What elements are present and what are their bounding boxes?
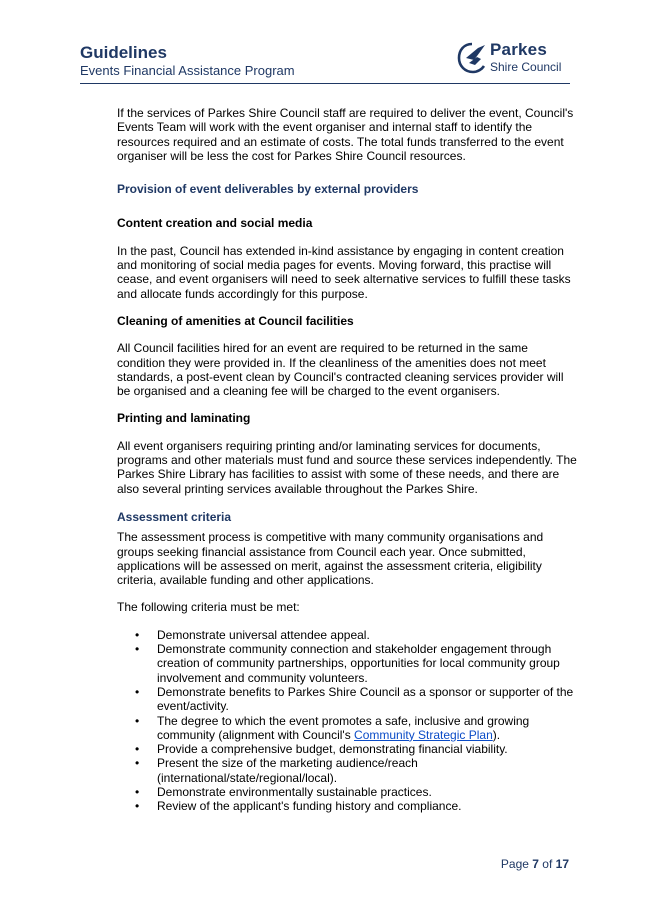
list-item-text: Present the size of the marketing audience/reach (international/state/regional/local). [157,756,418,785]
intro-paragraph: If the services of Parkes Shire Council staff are required to deliver the event, Council's Events Team will work with the event organiser and internal staff to identify the resources required and an estimate of costs. The total funds transferred to the event organiser will be less the cost for Parkes Shire Council resources. [117,106,574,163]
paragraph-assessment: The assessment process is competitive with many community organisations and groups seeking financial assistance from Council each year. Once submitted, applications will be assessed on merit, against the assessment criteria, eligibility criteria, available funding and other applications. [117,530,544,588]
list-item-text: Demonstrate environmentally sustainable practices. [157,784,432,799]
document-title: Guidelines [80,43,167,62]
subheading-cleaning: Cleaning of amenities at Council facilities [117,313,354,328]
logo-subtitle: Shire Council [490,60,562,74]
page-number [501,857,569,871]
list-item-text: Demonstrate benefits to Parkes Shire Council as a sponsor or supporter of the event/activity. [157,684,574,714]
list-item-text: Demonstrate community connection and stakeholder engagement through creation of community partnerships, opportunities for local community group involvement and community volunteers. [157,642,560,685]
bullet-icon: • [135,784,140,799]
bullet-icon: • [135,684,140,699]
page-header [80,38,570,84]
document-subtitle: Events Financial Assistance Program [80,63,295,78]
list-item [117,756,577,785]
criteria-list [117,628,577,814]
bird-logo-icon [456,41,488,75]
section-heading-external-providers: Provision of event deliverables by external providers [117,182,419,197]
list-item-text: Demonstrate universal attendee appeal. [157,627,370,642]
bullet-icon: • [135,713,140,728]
community-strategic-plan-link[interactable]: Community Strategic Plan [354,727,493,742]
list-item [117,642,577,685]
subheading-content-creation: Content creation and social media [117,216,313,231]
subheading-printing: Printing and laminating [117,411,251,426]
list-item [117,628,577,642]
section-heading-assessment-criteria: Assessment criteria [117,509,232,524]
list-item [117,714,577,743]
bullet-icon: • [135,799,140,814]
paragraph-cleaning: All Council facilities hired for an event are required to be returned in the same condition they were provided in. If the cleanliness of the amenities does not meet standards, a post-event clean by Council's contracted cleaning services provider will be organised and a cleaning fee will be charged to the event organisers. [117,341,564,399]
list-item-text-end: ). [492,727,501,742]
bullet-icon: • [135,756,140,771]
list-item [117,785,577,799]
page-number-of: of [538,857,556,871]
page-number-prefix: Page [500,857,533,871]
list-item-text: The degree to which the event promotes a safe, inclusive and growing community (alignment with Council's [157,713,530,742]
bullet-icon: • [135,627,140,642]
bullet-icon: • [135,642,140,657]
criteria-intro: The following criteria must be met: [117,600,300,615]
list-item [117,685,577,714]
page-content [117,106,577,814]
logo-wordmark: Parkes [490,40,547,59]
council-logo [456,41,568,79]
list-item-text: Provide a comprehensive budget, demonstrating financial viability. [157,742,508,757]
page-number-current: 7 [532,857,539,871]
list-item-text: Review of the applicant's funding history and compliance. [157,799,462,814]
page-number-total: 17 [555,857,569,871]
paragraph-printing: All event organisers requiring printing and/or laminating services for documents, programs and other materials must fund and source these services independently. The Parkes Shire Library has facilities to assist with some of these needs, and there are also several printing services available throughout the Parkes Shire. [117,438,577,496]
list-item [117,799,577,813]
bullet-icon: • [135,742,140,757]
paragraph-content-creation: In the past, Council has extended in-kind assistance by engaging in content creation and monitoring of social media pages for events. Moving forward, this practise will cease, and event organisers will need to seek alternative services to fulfill these tasks and allocate funds accordingly for this purpose. [117,243,571,301]
list-item [117,742,577,756]
